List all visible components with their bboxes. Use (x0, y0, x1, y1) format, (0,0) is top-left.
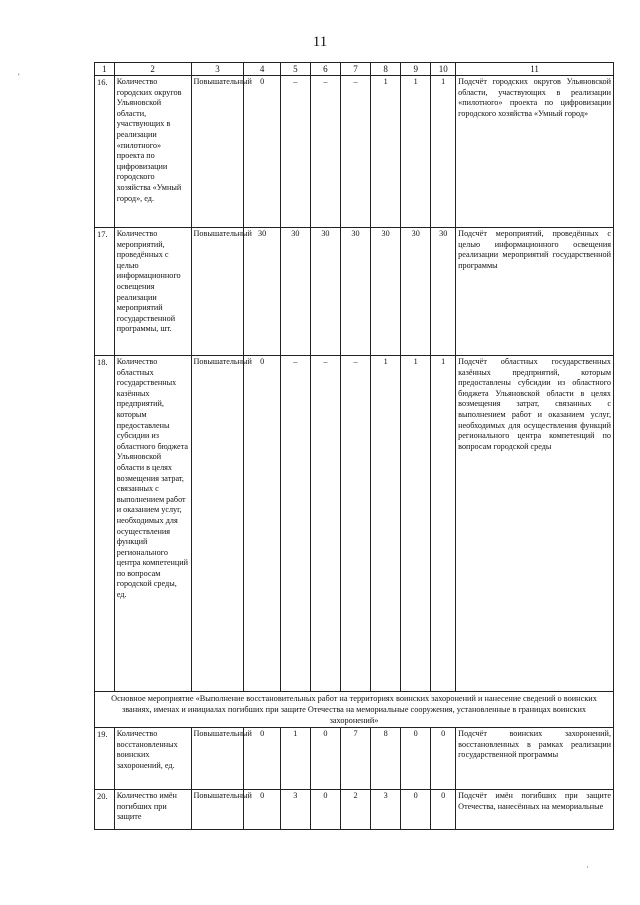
indicator-value: 30 (244, 228, 280, 356)
row-number: 20. (95, 790, 115, 830)
indicators-table (94, 62, 614, 830)
table-row (95, 76, 614, 228)
indicator-value: 30 (280, 228, 310, 356)
indicator-value: 7 (340, 728, 370, 790)
calculation-method: Подсчёт воинских захоронений, восстановленных в рамках реализации государственной программы (456, 728, 614, 790)
indicator-name: Количество имён погибших при защите (114, 790, 191, 830)
indicator-value: 1 (371, 356, 401, 692)
indicator-type: Повышательный (191, 228, 244, 356)
table-row (95, 228, 614, 356)
indicator-value: 0 (401, 728, 431, 790)
indicator-value: 30 (401, 228, 431, 356)
indicator-value: 0 (401, 790, 431, 830)
row-number: 18. (95, 356, 115, 692)
calculation-method: Подсчёт имён погибших при защите Отечества, нанесённых на мемориальные (456, 790, 614, 830)
indicator-value: 0 (431, 728, 456, 790)
column-header: 10 (431, 63, 456, 76)
indicator-name: Количество мероприятий, проведённых с целью информационного освещения реализации мероприятий государственной программы, шт. (114, 228, 191, 356)
column-header: 11 (456, 63, 614, 76)
section-title: Основное мероприятие «Выполнение восстановительных работ на территориях воинских захоронений и нанесение сведений о воинских званиях, именах и инициалах погибших при защите Отечества на мемориальные сооружения, установленные в границах воинских захоронений» (95, 692, 614, 728)
column-header: 9 (401, 63, 431, 76)
indicator-value: 0 (244, 356, 280, 692)
indicator-value: 2 (340, 790, 370, 830)
calculation-method: Подсчёт областных государственных казённых предприятий, которым предоставлены субсидии из областного бюджета Ульяновской области в целях возмещения затрат, связанных с выполнением работ и оказанием услуг, необходимых для осуществления функций регионального центра компетенций по вопросам городской среды (456, 356, 614, 692)
indicator-value: 1 (431, 356, 456, 692)
indicator-value: – (280, 356, 310, 692)
indicator-type: Повышательный (191, 356, 244, 692)
row-number: 16. (95, 76, 115, 228)
indicator-value: 30 (371, 228, 401, 356)
indicator-value: 8 (371, 728, 401, 790)
table-row (95, 356, 614, 692)
indicator-name: Количество восстановленных воинских захоронений, ед. (114, 728, 191, 790)
margin-mark: ' (18, 72, 20, 82)
indicator-type: Повышательный (191, 728, 244, 790)
section-row (95, 692, 614, 728)
column-header: 5 (280, 63, 310, 76)
page-number: 11 (312, 34, 328, 50)
indicator-value: 3 (280, 790, 310, 830)
column-header: 4 (244, 63, 280, 76)
indicator-value: – (280, 76, 310, 228)
table-row (95, 790, 614, 830)
column-header: 7 (340, 63, 370, 76)
indicator-value: 1 (431, 76, 456, 228)
column-header: 3 (191, 63, 244, 76)
indicator-value: 0 (310, 728, 340, 790)
column-header: 1 (95, 63, 115, 76)
indicator-value: – (310, 76, 340, 228)
indicator-value: 0 (244, 76, 280, 228)
indicator-value: 30 (431, 228, 456, 356)
indicator-value: 0 (431, 790, 456, 830)
indicator-value: – (310, 356, 340, 692)
indicator-value: 30 (340, 228, 370, 356)
indicator-value: 1 (401, 356, 431, 692)
table-row (95, 728, 614, 790)
column-header: 2 (114, 63, 191, 76)
indicator-value: 0 (244, 728, 280, 790)
indicator-type: Повышательный (191, 76, 244, 228)
indicator-value: 30 (310, 228, 340, 356)
indicator-value: – (340, 356, 370, 692)
indicator-value: 1 (401, 76, 431, 228)
indicator-name: Количество областных государственных казённых предприятий, которым предоставлены субсидии из областного бюджета Ульяновской области в целях возмещения затрат, связанных с выполнением работ и оказанием услуг, необходимых для осуществления функций регионального центра компетенций по вопросам городской среды, ед. (114, 356, 191, 692)
indicator-value: 1 (371, 76, 401, 228)
column-header: 6 (310, 63, 340, 76)
indicator-value: – (340, 76, 370, 228)
calculation-method: Подсчёт мероприятий, проведённых с целью информационного освещения реализации мероприятий государственной программы (456, 228, 614, 356)
calculation-method: Подсчёт городских округов Ульяновской области, участвующих в реализации «пилотного» проекта по цифровизации городского хозяйства «Умный город» (456, 76, 614, 228)
indicator-value: 0 (244, 790, 280, 830)
margin-mark: · (586, 862, 589, 872)
indicator-value: 3 (371, 790, 401, 830)
column-header: 8 (371, 63, 401, 76)
indicator-value: 1 (280, 728, 310, 790)
row-number: 19. (95, 728, 115, 790)
header-row (95, 63, 614, 76)
indicator-name: Количество городских округов Ульяновской области, участвующих в реализации «пилотного» проекта по цифровизации городского хозяйства «Умный город», ед. (114, 76, 191, 228)
row-number: 17. (95, 228, 115, 356)
indicator-value: 0 (310, 790, 340, 830)
indicator-type: Повышательный (191, 790, 244, 830)
